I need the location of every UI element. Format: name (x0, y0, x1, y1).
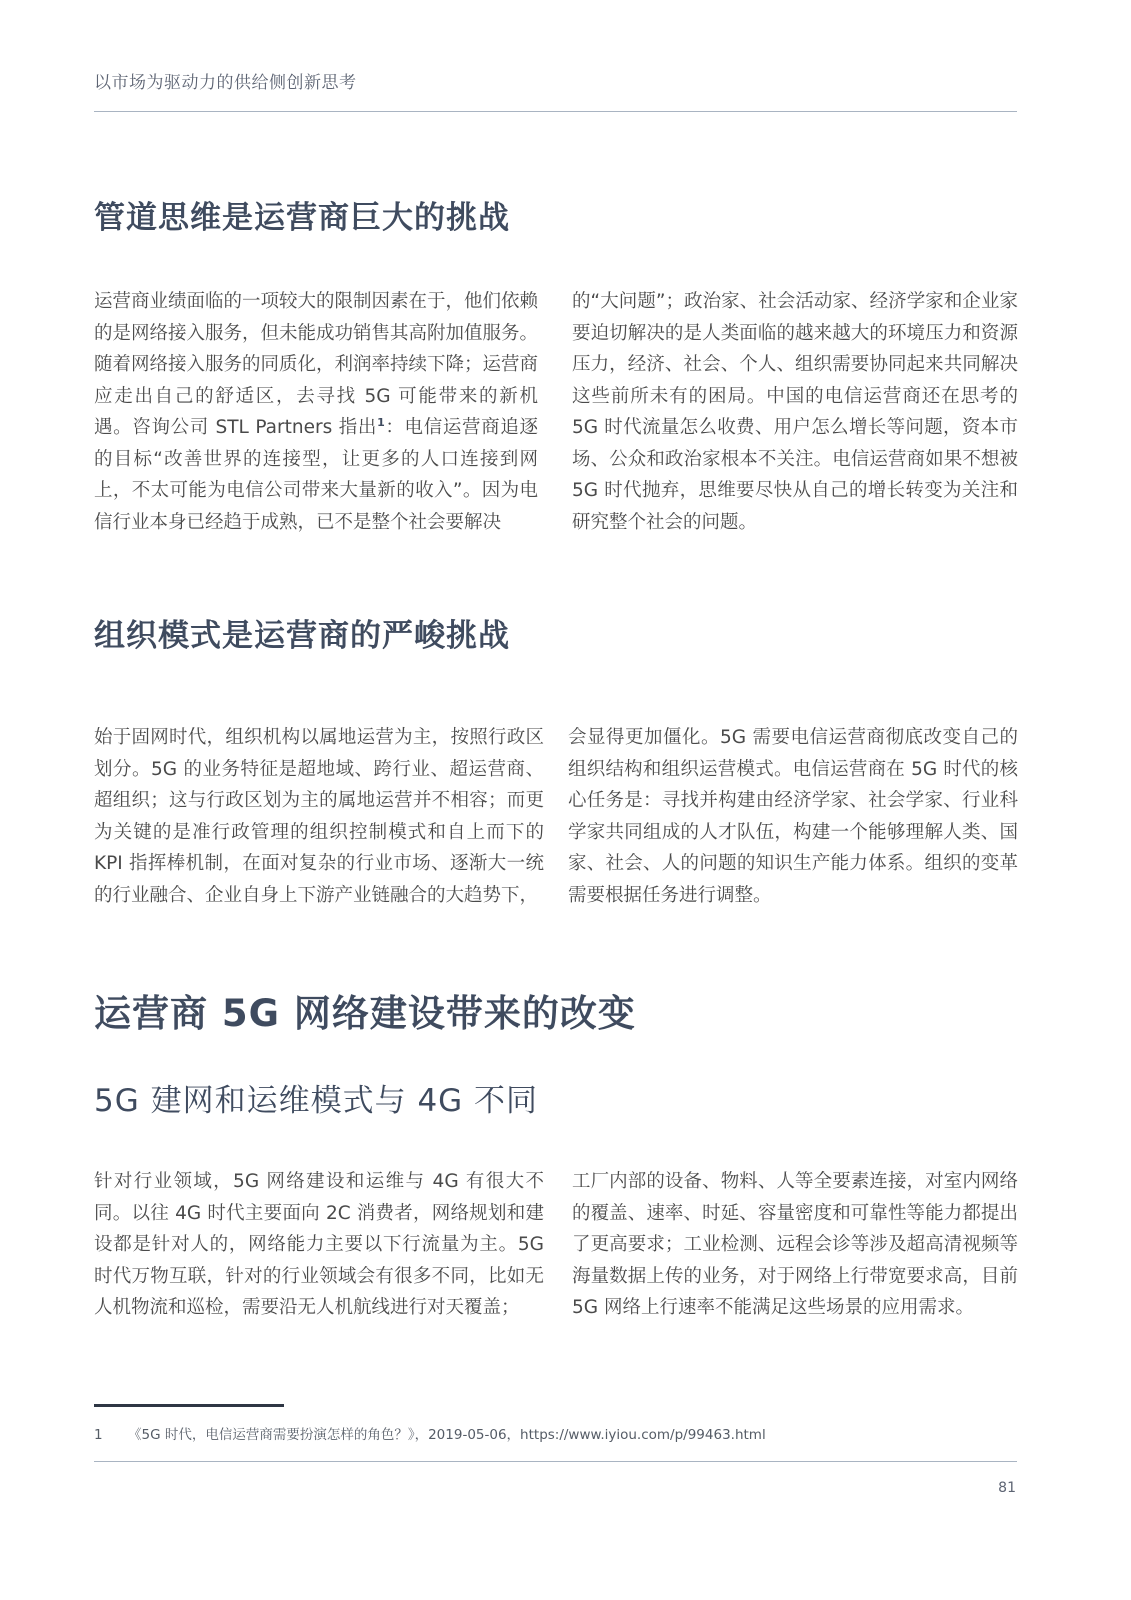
chapter-heading-5g-network: 运营商 5G 网络建设带来的改变 (94, 992, 636, 1035)
footnote-text[interactable]: 《5G 时代，电信运营商需要扮演怎样的角色？》，2019-05-06，https://www.iyiou.com/p/99463.html (128, 1427, 766, 1443)
section2-right-paragraph: 会显得更加僵化。5G 需要电信运营商彻底改变自己的组织结构和组织运营模式。电信运营商在 5G 时代的核心任务是：寻找并构建由经济学家、社会学家、行业科学家共同组成的人才队伍，构建一个能够理解人类、国家、社会、人的问题的知识生产能力体系。组织的变革需要根据任务进行调整。 (568, 727, 1018, 906)
subheading-5g-vs-4g: 5G 建网和运维模式与 4G 不同 (94, 1083, 539, 1119)
section1-left-text-a: 运营商业绩面临的一项较大的限制因素在于，他们依赖的是网络接入服务，但未能成功销售其高附加值服务。随着网络接入服务的同质化，利润率持续下降；运营商应走出自己的舒适区，去寻找 5G 可能带来的新机遇。咨询公司 STL Partners 指出 (94, 291, 539, 438)
section2-left-paragraph: 始于固网时代，组织机构以属地运营为主，按照行政区划分。5G 的业务特征是超地域、跨行业、超运营商、超组织；这与行政区划为主的属地运营并不相容；而更为关键的是准行政管理的组织控制模式和自上而下的 KPI 指挥棒机制，在面对复杂的行业市场、逐渐大一统的行业融合、企业自身上下游产业链融合的大趋势下， (94, 727, 544, 906)
running-title: 以市场为驱动力的供给侧创新思考 (94, 73, 357, 93)
footnote-divider (94, 1404, 284, 1407)
footnote-reference[interactable]: 1 (377, 415, 385, 429)
section-heading-pipe-thinking: 管道思维是运营商巨大的挑战 (94, 200, 510, 236)
section1-left-paragraph (94, 286, 538, 538)
footnote-number: 1 (94, 1427, 103, 1443)
header-divider (94, 111, 1017, 112)
section-heading-org-model: 组织模式是运营商的严峻挑战 (94, 618, 510, 654)
footnote (94, 1423, 766, 1443)
section1-right-paragraph: 的“大问题”；政治家、社会活动家、经济学家和企业家要迫切解决的是人类面临的越来越大的环境压力和资源压力，经济、社会、个人、组织需要协同起来共同解决这些前所未有的困局。中国的电信运营商还在思考的 5G 时代流量怎么收费、用户怎么增长等问题，资本市场、公众和政治家根本不关注。电信运营商如果不想被 5G 时代抛弃，思维要尽快从自己的增长转变为关注和研究整个社会的问题。 (572, 291, 1018, 533)
section1-left-text-b: ：电信运营商追逐的目标“改善世界的连接型，让更多的人口连接到网上，不太可能为电信公司带来大量新的收入”。因为电信行业本身已经趋于成熟，已不是整个社会要解决 (94, 417, 538, 533)
section3-left-paragraph: 针对行业领域，5G 网络建设和运维与 4G 有很大不同。以往 4G 时代主要面向 2C 消费者，网络规划和建设都是针对人的，网络能力主要以下行流量为主。5G 时代万物互联，针对的行业领域会有很多不同，比如无人机物流和巡检，需要沿无人机航线进行对天覆盖； (94, 1171, 544, 1318)
page-number: 81 (998, 1480, 1016, 1496)
footer-divider (94, 1461, 1017, 1462)
section3-right-paragraph: 工厂内部的设备、物料、人等全要素连接，对室内网络的覆盖、速率、时延、容量密度和可靠性等能力都提出了更高要求；工业检测、远程会诊等涉及超高清视频等海量数据上传的业务，对于网络上行带宽要求高，目前 5G 网络上行速率不能满足这些场景的应用需求。 (572, 1171, 1018, 1318)
